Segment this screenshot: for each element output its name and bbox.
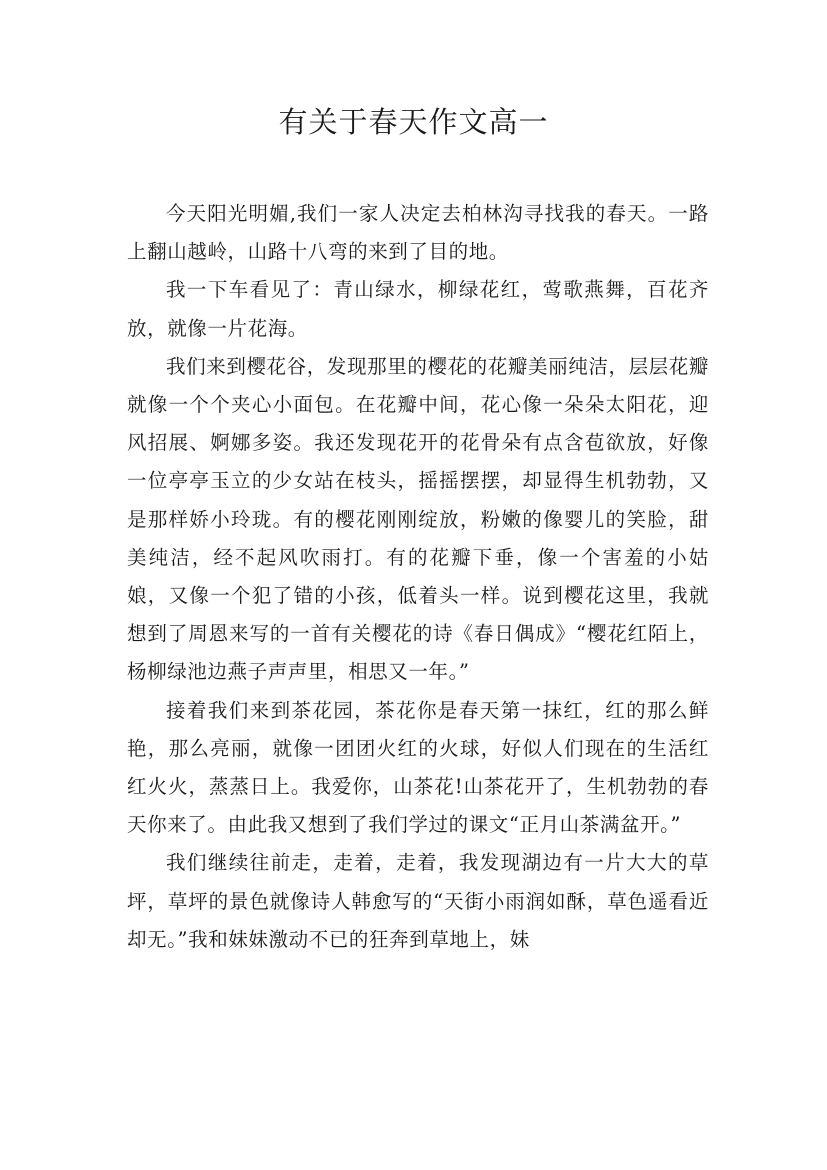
document-title: 有关于春天作文高一	[278, 105, 549, 139]
paragraph: 今天阳光明媚,我们一家人决定去柏林沟寻找我的春天。一路上翻山越岭，山路十八弯的来到了目的地。	[127, 202, 709, 264]
paragraph: 我们继续往前走，走着，走着，我发现湖边有一片大大的草坪，草坪的景色就像诗人韩愈写的“天街小雨润如酥，草色遥看近却无。”我和妹妹激动不已的狂奔到草地上，妹	[127, 851, 709, 951]
paragraph: 我们来到樱花谷，发现那里的樱花的花瓣美丽纯洁，层层花瓣就像一个个夹心小面包。在花瓣中间，花心像一朵朵太阳花，迎风招展、婀娜多姿。我还发现花开的花骨朵有点含苞欲放，好像一位亭亭玉立的少女站在枝头，摇摇摆摆，却显得生机勃勃，又是那样娇小玲珑。有的樱花刚刚绽放，粉嫩的像婴儿的笑脸，甜美纯洁，经不起风吹雨打。有的花瓣下垂，像一个害羞的小姑娘，又像一个犯了错的小孩，低着头一样。说到樱花这里，我就想到了周恩来写的一首有关樱花的诗《春日偶成》“樱花红陌上，杨柳绿池边燕子声声里，相思又一年。”	[127, 354, 709, 684]
paragraph: 接着我们来到茶花园，茶花你是春天第一抹红，红的那么鲜艳，那么亮丽，就像一团团火红的火球，好似人们现在的生活红红火火，蒸蒸日上。我爱你，山茶花!山茶花开了，生机勃勃的春天你来了。由此我又想到了我们学过的课文“正月山茶满盆开。”	[127, 698, 709, 837]
paragraph: 我一下车看见了：青山绿水，柳绿花红，莺歌燕舞，百花齐放，就像一片花海。	[127, 278, 709, 340]
document-body	[127, 195, 709, 959]
